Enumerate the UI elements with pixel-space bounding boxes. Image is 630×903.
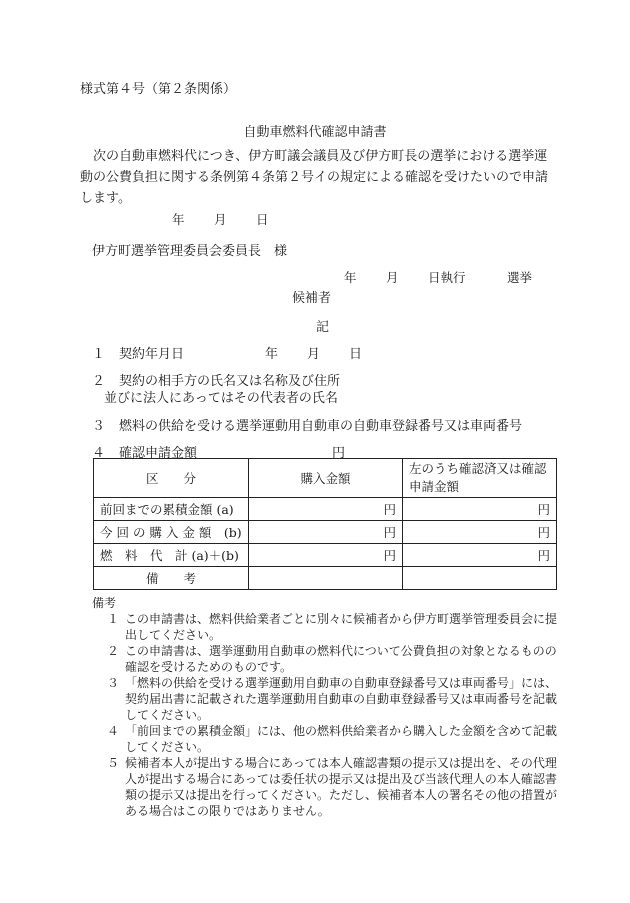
form-number: 様式第４号（第２条関係）	[80, 82, 237, 97]
document-title: 自動車燃料代確認申請書	[243, 125, 387, 140]
table-row	[94, 521, 557, 544]
purchase-amount-cell: 円	[249, 521, 403, 544]
note-text: 「前回までの累積金額」には、他の燃料供給業者から購入した金額を含めて記載してください。	[125, 724, 558, 754]
item-text: 契約の相手方の氏名又は名称及び住所	[119, 374, 341, 389]
note-item	[107, 723, 557, 755]
notes-heading: 備考	[92, 596, 117, 610]
addressee: 伊方町選挙管理委員会委員長 様	[92, 244, 288, 259]
note-text: 「燃料の供給を受ける選挙運動用自動車の自動車登録番号又は車両番号」には、契約届出書に記載された選挙運動用自動車の自動車登録番号又は車両番号を記載してください。	[125, 676, 558, 722]
confirmed-amount-cell: 円	[403, 521, 557, 544]
contract-month-label: 月	[307, 347, 321, 362]
exec-year-label: 年	[344, 270, 357, 285]
purchase-amount-cell: 円	[249, 498, 403, 521]
note-item	[107, 675, 557, 723]
table-header-row	[94, 459, 557, 498]
confirmed-amount-cell: 円	[403, 544, 557, 567]
table-row	[94, 567, 557, 590]
exec-day-label: 日執行	[428, 270, 466, 285]
note-number: ５	[107, 756, 120, 770]
row-label: 今 回 の 購 入 金 額 (b)	[94, 521, 249, 544]
header-purchase-amount: 購入金額	[249, 459, 403, 498]
date-year-label: 年	[172, 212, 185, 227]
remarks-cell	[249, 567, 403, 590]
note-item	[107, 755, 557, 819]
item-text: 燃料の供給を受ける選挙運動用自動車の自動車登録番号又は車両番号	[119, 419, 523, 434]
header-category: 区 分	[94, 459, 249, 498]
confirmed-amount-cell: 円	[403, 498, 557, 521]
candidate-label: 候補者	[292, 291, 332, 306]
note-item	[107, 611, 557, 643]
purchase-amount-cell: 円	[249, 544, 403, 567]
item-text: 確認申請金額	[119, 446, 198, 461]
election-label: 選挙	[507, 270, 533, 285]
note-number: ２	[107, 644, 120, 658]
row-label: 前回までの累積金額 (a)	[94, 498, 249, 521]
note-text: 候補者本人が提出する場合にあっては本人確認書類の提示又は提出を、その代理人が提出する場合にあっては委任状の提示又は提出及び当該代理人の本人確認書類の提示又は提出を行ってください。ただし、候補者本人の署名その他の措置がある場合はこの限りではありません。	[125, 756, 558, 818]
item-number: ４	[92, 446, 106, 461]
contract-year-label: 年	[265, 347, 279, 362]
date-day-label: 日	[256, 212, 269, 227]
ki-heading: 記	[316, 320, 330, 335]
intro-paragraph: 次の自動車燃料代につき、伊方町議会議員及び伊方町長の選挙における選挙運動の公費負担に関する条例第４条第２号イの規定による確認を受けたいので申請します。	[80, 149, 549, 206]
note-number: ３	[107, 676, 120, 690]
exec-month-label: 月	[386, 270, 399, 285]
note-text: この申請書は、燃料供給業者ごとに別々に候補者から伊方町選挙管理委員会に提出してください。	[125, 612, 558, 642]
item-number: ２	[92, 374, 106, 389]
note-item	[107, 643, 557, 675]
requested-amount-unit: 円	[332, 446, 346, 461]
contract-day-label: 日	[349, 347, 363, 362]
remarks-cell	[403, 567, 557, 590]
note-number: １	[107, 612, 120, 626]
note-number: ４	[107, 724, 120, 738]
date-month-label: 月	[214, 212, 227, 227]
amount-table	[93, 458, 557, 590]
item-contract-date	[92, 343, 184, 362]
item-vehicle-number	[92, 415, 522, 434]
item-number: １	[92, 347, 106, 362]
item-number: ３	[92, 419, 106, 434]
item-contract-party-sub: 並びに法人にあってはその代表者の氏名	[104, 391, 338, 406]
header-confirmed-amount: 左のうち確認済又は確認申請金額	[403, 459, 557, 498]
table-row	[94, 544, 557, 567]
table-row	[94, 498, 557, 521]
note-text: この申請書は、選挙運動用自動車の燃料代について公費負担の対象となるものの確認を受けるためのものです。	[125, 644, 557, 674]
item-text: 契約年月日	[119, 347, 185, 362]
row-label: 備 考	[94, 567, 249, 590]
row-label: 燃 料 代 計 (a)＋(b)	[94, 544, 249, 567]
